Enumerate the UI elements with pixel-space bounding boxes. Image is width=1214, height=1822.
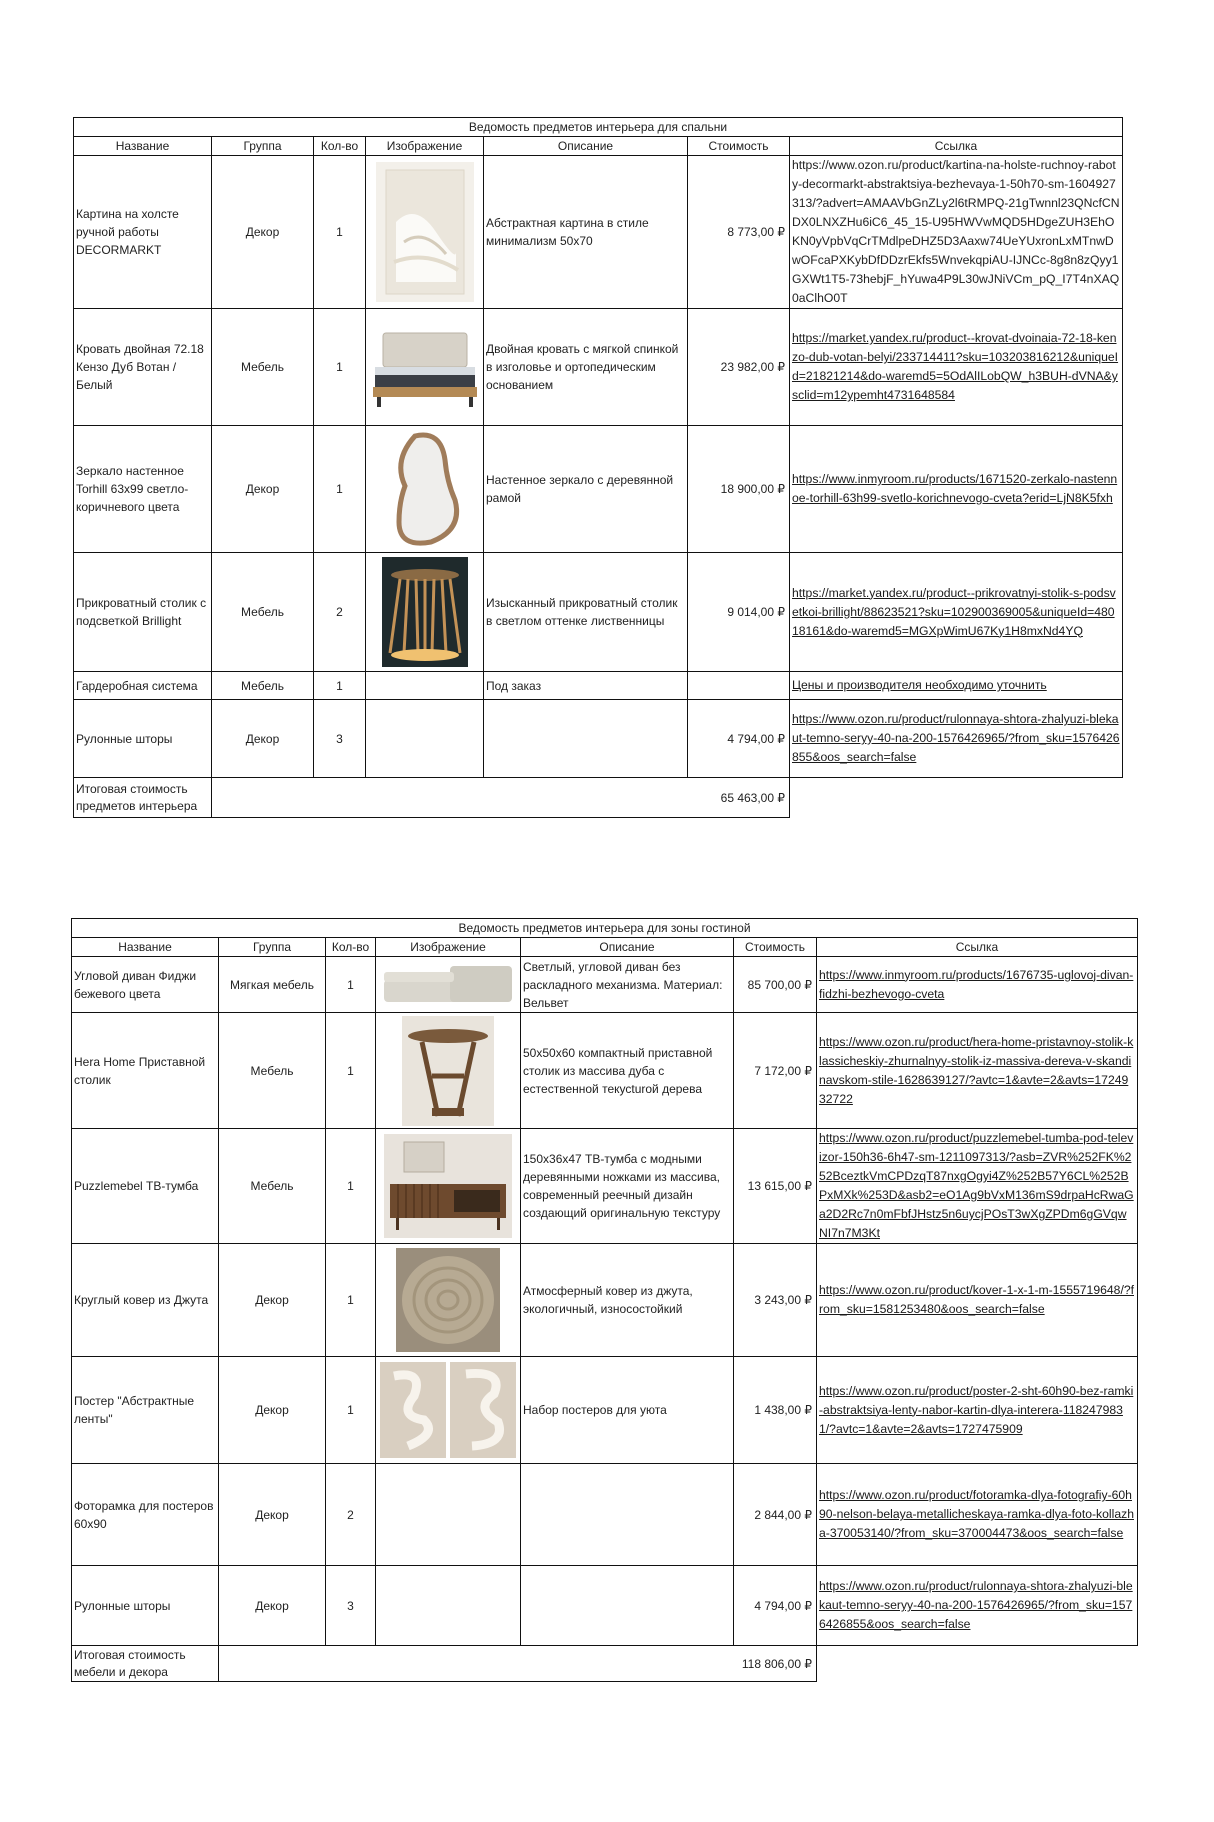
item-name: Рулонные шторы — [72, 1566, 219, 1646]
table-row — [74, 309, 1123, 426]
item-qty: 1 — [326, 957, 376, 1013]
item-image-empty — [376, 1464, 521, 1566]
item-image-empty — [376, 1566, 521, 1646]
col-header-description: Описание — [484, 137, 688, 156]
col-header-link: Ссылка — [790, 137, 1123, 156]
product-link[interactable]: https://www.ozon.ru/product/kartina-na-holste-ruchnoy-raboty-decormarkt-abstraktsiya-bezhevaya-1-50h70-sm-1604927313/?advert=AMAAVbGnZLy2l6tRMPQ-21gTwnnl23QNcfCNDX0LNXZHu6iC6_45_15-U95HWVwMQD5HDgeZUH3EhOKN0yVpbVqCrTMdlpeDHZ5D3Aaxw74UeYUxronLxMTnwDwOFcaPXKybDfDDzrEkfs5WnvekqpiAU-IJNCc-8g8n8zQyy1GXWt1T5-73hebjF_hYuwa4P9L30wJNiVCm_pQ_I7T4nXAQ0aClhO0T — [790, 156, 1123, 309]
product-link[interactable]: https://www.ozon.ru/product/poster-2-sht-60h90-bez-ramki-abstraktsiya-lenty-nabor-kartin-dlya-interera-1182479831/?avtc=1&avte=2&avts=1727475909 — [817, 1357, 1138, 1464]
item-description — [521, 1566, 734, 1646]
item-name: Угловой диван Фиджи бежевого цвета — [72, 957, 219, 1013]
item-group: Мебель — [219, 1013, 326, 1129]
bedside-table-image — [366, 553, 484, 672]
item-description: Настенное зеркало с деревянной рамой — [484, 426, 688, 553]
item-qty: 2 — [314, 553, 366, 672]
total-row — [72, 1646, 1138, 1682]
bedroom-table — [73, 117, 1123, 818]
tv-stand-image — [376, 1129, 521, 1244]
item-description: Абстрактная картина в стиле минимализм 50x70 — [484, 156, 688, 309]
table-row — [72, 1357, 1138, 1464]
item-price — [688, 672, 790, 700]
item-name: Постер "Абстрактные ленты" — [72, 1357, 219, 1464]
col-header-group: Группа — [219, 938, 326, 957]
item-qty: 3 — [314, 700, 366, 778]
item-description: Набор постеров для уюта — [521, 1357, 734, 1464]
item-price: 3 243,00 ₽ — [734, 1244, 817, 1357]
double-bed-image — [366, 309, 484, 426]
item-price: 9 014,00 ₽ — [688, 553, 790, 672]
item-price: 18 900,00 ₽ — [688, 426, 790, 553]
product-link[interactable]: https://www.ozon.ru/product/hera-home-pristavnoy-stolik-klassicheskiy-zhurnalnyy-stolik-iz-massiva-dereva-v-skandinavskom-stile-1628639127/?avtc=1&avte=2&avts=1724932722 — [817, 1013, 1138, 1129]
price-note-link[interactable]: Цены и производителя необходимо уточнить — [790, 672, 1123, 700]
col-header-link: Ссылка — [817, 938, 1138, 957]
table-row — [74, 700, 1123, 778]
bedroom-table-title: Ведомость предметов интерьера для спальни — [74, 118, 1123, 137]
item-name: Hera Home Приставной столик — [72, 1013, 219, 1129]
item-name: Гардеробная система — [74, 672, 212, 700]
item-qty: 2 — [326, 1464, 376, 1566]
table-row — [74, 156, 1123, 309]
col-header-price: Стоимость — [688, 137, 790, 156]
item-group: Мебель — [219, 1129, 326, 1244]
col-header-name: Название — [74, 137, 212, 156]
item-name: Кровать двойная 72.18 Кензо Дуб Вотан / Белый — [74, 309, 212, 426]
item-name: Прикроватный столик с подсветкой Brillight — [74, 553, 212, 672]
product-link[interactable]: https://www.ozon.ru/product/kover-1-x-1-m-1555719648/?from_sku=1581253480&oos_search=false — [817, 1244, 1138, 1357]
table-row — [72, 1566, 1138, 1646]
item-price: 2 844,00 ₽ — [734, 1464, 817, 1566]
item-name: Фоторамка для постеров 60x90 — [72, 1464, 219, 1566]
product-link[interactable]: https://www.ozon.ru/product/puzzlemebel-tumba-pod-televizor-150h36-6h47-sm-1211097313/?asb=ZVR%252FK%252BceztkVmCPDzqT87nxgOgyi4Z%252B57Y6CL%252BPxMXk%253D&asb2=eO1Ag9bVxM136mS9drpaHcRwaGa2D2Rc7n0mFbfJHstz5n6uycjPOsT3wXgZPDm6gGVqwNI7n7M3Kt — [817, 1129, 1138, 1244]
item-name: Картина на холсте ручной работы DECORMARKT — [74, 156, 212, 309]
item-price: 1 438,00 ₽ — [734, 1357, 817, 1464]
item-qty: 1 — [326, 1013, 376, 1129]
item-description: 50x50x60 компактный приставной столик из массива дуба с естественной текусturой дерева — [521, 1013, 734, 1129]
item-group: Декор — [212, 700, 314, 778]
item-qty: 1 — [314, 672, 366, 700]
item-price: 4 794,00 ₽ — [688, 700, 790, 778]
col-header-name: Название — [72, 938, 219, 957]
total-row — [74, 778, 1123, 818]
col-header-qty: Кол-во — [326, 938, 376, 957]
corner-sofa-image — [376, 957, 521, 1013]
total-label: Итоговая стоимость предметов интерьера — [74, 778, 212, 818]
col-header-group: Группа — [212, 137, 314, 156]
item-description: Изысканный прикроватный столик в светлом оттенке лиственницы — [484, 553, 688, 672]
table-row — [74, 426, 1123, 553]
item-price: 13 615,00 ₽ — [734, 1129, 817, 1244]
item-group: Декор — [219, 1357, 326, 1464]
table-row — [72, 957, 1138, 1013]
item-qty: 1 — [326, 1357, 376, 1464]
item-image-empty — [366, 672, 484, 700]
table-row — [74, 672, 1123, 700]
abstract-posters-image — [376, 1357, 521, 1464]
item-group: Мебель — [212, 553, 314, 672]
table-row — [72, 1013, 1138, 1129]
item-name: Зеркало настенное Torhill 63x99 светло-коричневого цвета — [74, 426, 212, 553]
item-price: 85 700,00 ₽ — [734, 957, 817, 1013]
total-value: 65 463,00 ₽ — [212, 778, 790, 818]
side-table-image — [376, 1013, 521, 1129]
item-group: Мебель — [212, 309, 314, 426]
item-qty: 1 — [314, 426, 366, 553]
item-description: 150x36x47 ТВ-тумба с модными деревянными ножками из массива, современный реечный дизайн создающий оригинальную текстуру — [521, 1129, 734, 1244]
item-group: Мебель — [212, 672, 314, 700]
item-group: Декор — [212, 426, 314, 553]
product-link[interactable]: https://www.inmyroom.ru/products/1676735-uglovoj-divan-fidzhi-bezhevogo-cveta — [817, 957, 1138, 1013]
total-value: 118 806,00 ₽ — [219, 1646, 817, 1682]
item-description — [484, 700, 688, 778]
living-room-table — [71, 918, 1138, 1682]
item-qty: 1 — [314, 156, 366, 309]
table-row — [72, 1464, 1138, 1566]
item-qty: 1 — [326, 1129, 376, 1244]
product-link[interactable]: https://www.ozon.ru/product/rulonnaya-shtora-zhalyuzi-blekaut-temno-seryy-40-na-200-1576426965/?from_sku=1576426855&oos_search=false — [817, 1566, 1138, 1646]
table-row — [72, 1129, 1138, 1244]
wall-mirror-image — [366, 426, 484, 553]
item-description: Атмосферный ковер из джута, экологичный, износостойкий — [521, 1244, 734, 1357]
item-group: Декор — [219, 1244, 326, 1357]
col-header-price: Стоимость — [734, 938, 817, 957]
item-qty: 1 — [326, 1244, 376, 1357]
item-name: Круглый ковер из Джута — [72, 1244, 219, 1357]
item-price: 7 172,00 ₽ — [734, 1013, 817, 1129]
item-image-empty — [366, 700, 484, 778]
item-name: Puzzlemebel ТВ-тумба — [72, 1129, 219, 1244]
table-row — [74, 553, 1123, 672]
jute-rug-image — [376, 1244, 521, 1357]
living-table-title: Ведомость предметов интерьера для зоны гостиной — [72, 919, 1138, 938]
item-price: 4 794,00 ₽ — [734, 1566, 817, 1646]
item-price: 23 982,00 ₽ — [688, 309, 790, 426]
item-description: Двойная кровать с мягкой спинкой в изголовье и ортопедическим основанием — [484, 309, 688, 426]
item-qty: 3 — [326, 1566, 376, 1646]
col-header-image: Изображение — [376, 938, 521, 957]
product-link[interactable]: https://www.ozon.ru/product/rulonnaya-shtora-zhalyuzi-blekaut-temno-seryy-40-na-200-1576426965/?from_sku=1576426855&oos_search=false — [790, 700, 1123, 778]
item-price: 8 773,00 ₽ — [688, 156, 790, 309]
item-qty: 1 — [314, 309, 366, 426]
col-header-qty: Кол-во — [314, 137, 366, 156]
table-row — [72, 1244, 1138, 1357]
item-group: Декор — [219, 1566, 326, 1646]
product-link[interactable]: https://market.yandex.ru/product--krovat-dvoinaia-72-18-kenzo-dub-votan-belyi/233714411?sku=103203816212&uniqueId=21821214&do-waremd5=5OdAlILobQW_h3BUH-dVNA&ysclid=m12ypemht4731648584 — [790, 309, 1123, 426]
item-description — [521, 1464, 734, 1566]
item-group: Декор — [212, 156, 314, 309]
product-link[interactable]: https://www.ozon.ru/product/fotoramka-dlya-fotografiy-60h90-nelson-belaya-metallicheskaya-ramka-dlya-foto-kollazha-370053140/?from_sku=370004473&oos_search=false — [817, 1464, 1138, 1566]
item-description: Светлый, угловой диван без раскладного механизма. Материал: Вельвет — [521, 957, 734, 1013]
item-description: Под заказ — [484, 672, 688, 700]
total-label: Итоговая стоимость мебели и декора — [72, 1646, 219, 1682]
col-header-description: Описание — [521, 938, 734, 957]
product-link[interactable]: https://www.inmyroom.ru/products/1671520-zerkalo-nastennoe-torhill-63h99-svetlo-korichnevogo-cveta?erid=LjN8K5fxh — [790, 426, 1123, 553]
item-group: Мягкая мебель — [219, 957, 326, 1013]
item-name: Рулонные шторы — [74, 700, 212, 778]
product-link[interactable]: https://market.yandex.ru/product--prikrovatnyi-stolik-s-podsvetkoi-brillight/88623521?sku=102900369005&uniqueId=48018161&do-waremd5=MGXpWimU67Ky1H8mxNd4YQ — [790, 553, 1123, 672]
item-group: Декор — [219, 1464, 326, 1566]
abstract-canvas-painting-image — [366, 156, 484, 309]
col-header-image: Изображение — [366, 137, 484, 156]
